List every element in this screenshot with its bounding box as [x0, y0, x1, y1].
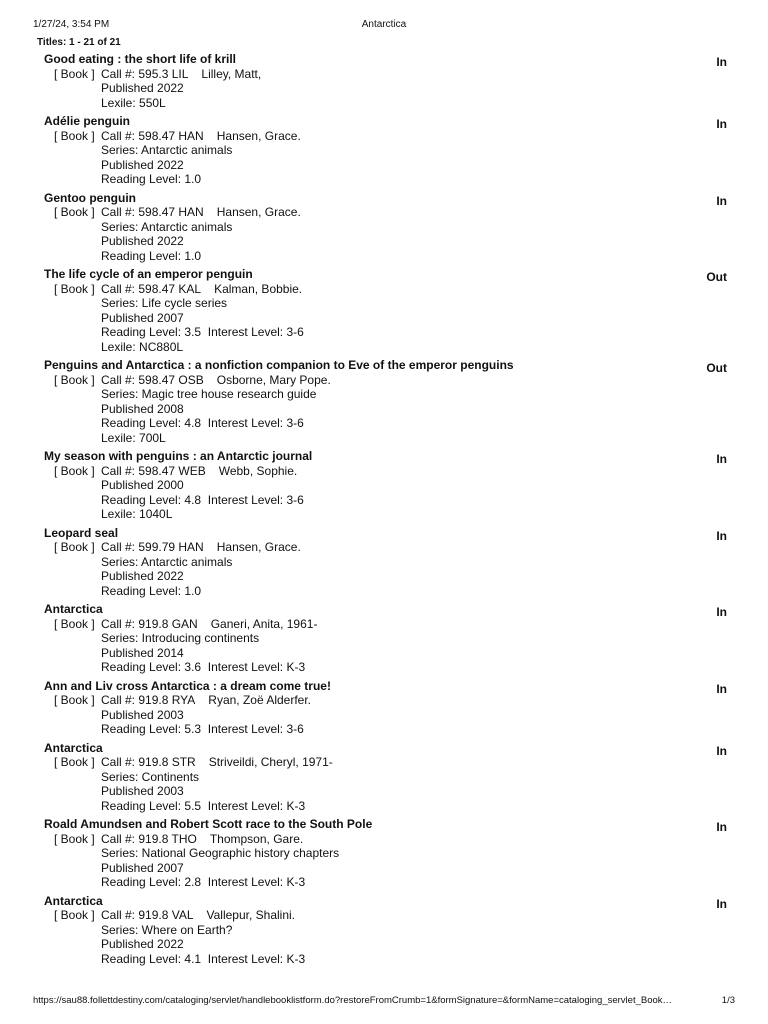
- record-detail: Published 2022: [101, 234, 184, 248]
- record-detail: Published 2007: [101, 310, 184, 325]
- record-type: [ Book ]: [54, 755, 95, 769]
- record-call-line: [44, 832, 734, 847]
- record-title[interactable]: Roald Amundsen and Robert Scott race to the South Pole: [44, 817, 373, 831]
- record-detail: Reading Level: 5.5 Interest Level: K-3: [101, 798, 306, 813]
- record-detail: Reading Level: 1.0: [101, 583, 202, 598]
- record-detail: Lexile: 700L: [101, 430, 166, 445]
- record-detail: Published 2022: [101, 157, 184, 172]
- record-author: Hansen, Grace.: [216, 540, 301, 554]
- record-title[interactable]: Ann and Liv cross Antarctica : a dream come true!: [44, 678, 331, 693]
- status-badge: In: [716, 117, 727, 131]
- record-detail: Reading Level: 1.0: [101, 248, 202, 263]
- record-detail: Reading Level: 1.0: [101, 172, 202, 186]
- record-type: [ Book ]: [54, 693, 95, 707]
- record-author: Ganeri, Anita, 1961-: [210, 616, 318, 631]
- record-detail: Lexile: NC880L: [101, 339, 184, 354]
- status-badge: In: [716, 452, 727, 466]
- record-call-line: [44, 282, 734, 297]
- status-badge: Out: [706, 361, 727, 375]
- record-title[interactable]: The life cycle of an emperor penguin: [44, 267, 253, 281]
- record-title[interactable]: Leopard seal: [44, 525, 119, 540]
- record-title[interactable]: Adélie penguin: [44, 114, 131, 128]
- status-badge: In: [716, 193, 727, 208]
- print-title: Antarctica: [361, 19, 407, 30]
- record-detail: Published 2022: [101, 569, 184, 583]
- record-author: Osborne, Mary Pope.: [216, 372, 331, 387]
- record-author: Hansen, Grace.: [216, 128, 301, 143]
- record-call-line: [44, 908, 734, 923]
- record-call-number: Call #: 919.8 RYA: [101, 693, 196, 707]
- record-author: Striveildi, Cheryl, 1971-: [208, 755, 333, 769]
- record-call-number: Call #: 598.47 WEB: [101, 463, 206, 478]
- record-detail: Reading Level: 4.8 Interest Level: 3-6: [101, 416, 304, 430]
- record-detail: Published 2008: [101, 401, 184, 416]
- record-author: Ryan, Zoë Alderfer.: [208, 693, 312, 707]
- record-detail: Series: Magic tree house research guide: [101, 387, 317, 401]
- record-detail: Published 2007: [101, 860, 184, 875]
- record-author: Webb, Sophie.: [218, 463, 298, 478]
- record-detail: Series: Antarctic animals: [101, 143, 233, 157]
- record-author: Vallepur, Shalini.: [206, 908, 296, 922]
- record-call-number: Call #: 919.8 GAN: [101, 616, 198, 631]
- record-detail: Series: Antarctic animals: [101, 219, 233, 234]
- record-type: [ Book ]: [54, 831, 95, 846]
- list-item: [44, 602, 734, 679]
- record-call-line: [44, 617, 734, 632]
- record-detail: Published 2003: [101, 707, 184, 722]
- record-detail: Published 2000: [101, 478, 184, 492]
- record-call-number: Call #: 919.8 VAL: [101, 908, 194, 922]
- record-call-line: [44, 755, 734, 770]
- print-datetime: 1/27/24, 3:54 PM: [33, 19, 110, 30]
- record-detail: Series: Continents: [101, 769, 200, 784]
- record-call-number: Call #: 598.47 KAL: [101, 281, 202, 296]
- record-detail: Reading Level: 4.8 Interest Level: 3-6: [101, 492, 304, 507]
- record-call-line: [44, 67, 734, 82]
- record-type: [ Book ]: [54, 205, 95, 219]
- record-detail: Reading Level: 4.1 Interest Level: K-3: [101, 951, 306, 966]
- record-detail: Reading Level: 5.3 Interest Level: 3-6: [101, 722, 304, 736]
- record-detail: Published 2014: [101, 645, 184, 660]
- titles-count: Titles: 1 - 21 of 21: [37, 37, 121, 48]
- record-call-line: [44, 205, 734, 220]
- record-type: [ Book ]: [54, 540, 95, 554]
- record-author: Hansen, Grace.: [216, 205, 301, 219]
- record-call-line: [44, 540, 734, 555]
- status-badge: In: [716, 528, 727, 543]
- list-item: [44, 741, 734, 818]
- record-type: [ Book ]: [54, 372, 95, 387]
- record-call-number: Call #: 599.79 HAN: [101, 540, 204, 554]
- page-url: https://sau88.follettdestiny.com/cataloging/servlet/handlebooklistform.do?restoreFromCrumb=1&formSignature=&formName=cataloging_servlet_Book…: [33, 995, 673, 1006]
- record-call-line: [44, 373, 734, 388]
- list-item: [44, 894, 734, 971]
- record-call-line: [44, 693, 734, 708]
- list-item: [44, 358, 734, 449]
- print-header: [33, 18, 735, 32]
- record-title[interactable]: Good eating : the short life of krill: [44, 52, 237, 66]
- list-item: [44, 817, 734, 894]
- record-author: Thompson, Gare.: [209, 831, 304, 846]
- record-call-line: [44, 129, 734, 144]
- status-badge: In: [716, 55, 727, 69]
- list-item: [44, 449, 734, 526]
- record-type: [ Book ]: [54, 128, 95, 143]
- status-badge: In: [716, 743, 727, 758]
- list-item: [44, 526, 734, 603]
- record-title[interactable]: Antarctica: [44, 893, 103, 908]
- record-call-line: [44, 464, 734, 479]
- record-type: [ Book ]: [54, 463, 95, 478]
- record-detail: Reading Level: 3.5 Interest Level: 3-6: [101, 325, 304, 339]
- record-title[interactable]: Antarctica: [44, 740, 103, 755]
- list-item: [44, 52, 734, 114]
- list-item: [44, 679, 734, 741]
- record-type: [ Book ]: [54, 908, 95, 922]
- print-footer: [33, 994, 735, 1008]
- record-author: Lilley, Matt,: [201, 66, 262, 81]
- status-badge: In: [716, 896, 727, 911]
- record-detail: Reading Level: 3.6 Interest Level: K-3: [101, 660, 306, 674]
- record-type: [ Book ]: [54, 66, 95, 81]
- record-call-number: Call #: 919.8 STR: [101, 755, 196, 769]
- record-detail: Series: Where on Earth?: [101, 922, 233, 937]
- record-detail: Series: Antarctic animals: [101, 554, 233, 569]
- record-detail: Series: Life cycle series: [101, 296, 228, 310]
- status-badge: In: [716, 820, 727, 834]
- record-title[interactable]: Antarctica: [44, 602, 103, 616]
- record-list: [0, 52, 768, 970]
- record-detail: Reading Level: 2.8 Interest Level: K-3: [101, 875, 306, 889]
- record-detail: Series: National Geographic history chapters: [101, 846, 340, 860]
- record-call-number: Call #: 595.3 LIL: [101, 66, 189, 81]
- record-type: [ Book ]: [54, 281, 95, 296]
- record-detail: Lexile: 1040L: [101, 507, 173, 521]
- record-detail: Published 2022: [101, 81, 184, 95]
- record-title[interactable]: Penguins and Antarctica : a nonfiction companion to Eve of the emperor penguins: [44, 358, 514, 372]
- record-title[interactable]: Gentoo penguin: [44, 190, 136, 205]
- record-call-number: Call #: 598.47 OSB: [101, 372, 204, 387]
- record-detail: Series: Introducing continents: [101, 631, 260, 645]
- status-badge: In: [716, 605, 727, 619]
- record-type: [ Book ]: [54, 616, 95, 631]
- page-number: 1/3: [721, 995, 735, 1006]
- record-call-number: Call #: 598.47 HAN: [101, 128, 204, 143]
- record-detail: Lexile: 550L: [101, 95, 166, 110]
- record-author: Kalman, Bobbie.: [214, 281, 303, 296]
- list-item: [44, 191, 734, 268]
- record-detail: Published 2003: [101, 784, 184, 798]
- record-detail: Published 2022: [101, 937, 184, 951]
- status-badge: In: [716, 681, 727, 696]
- record-call-number: Call #: 919.8 THO: [101, 831, 197, 846]
- record-title[interactable]: My season with penguins : an Antarctic journal: [44, 449, 313, 463]
- list-item: [44, 267, 734, 358]
- record-call-number: Call #: 598.47 HAN: [101, 205, 204, 219]
- list-item: [44, 114, 734, 191]
- status-badge: Out: [706, 270, 727, 284]
